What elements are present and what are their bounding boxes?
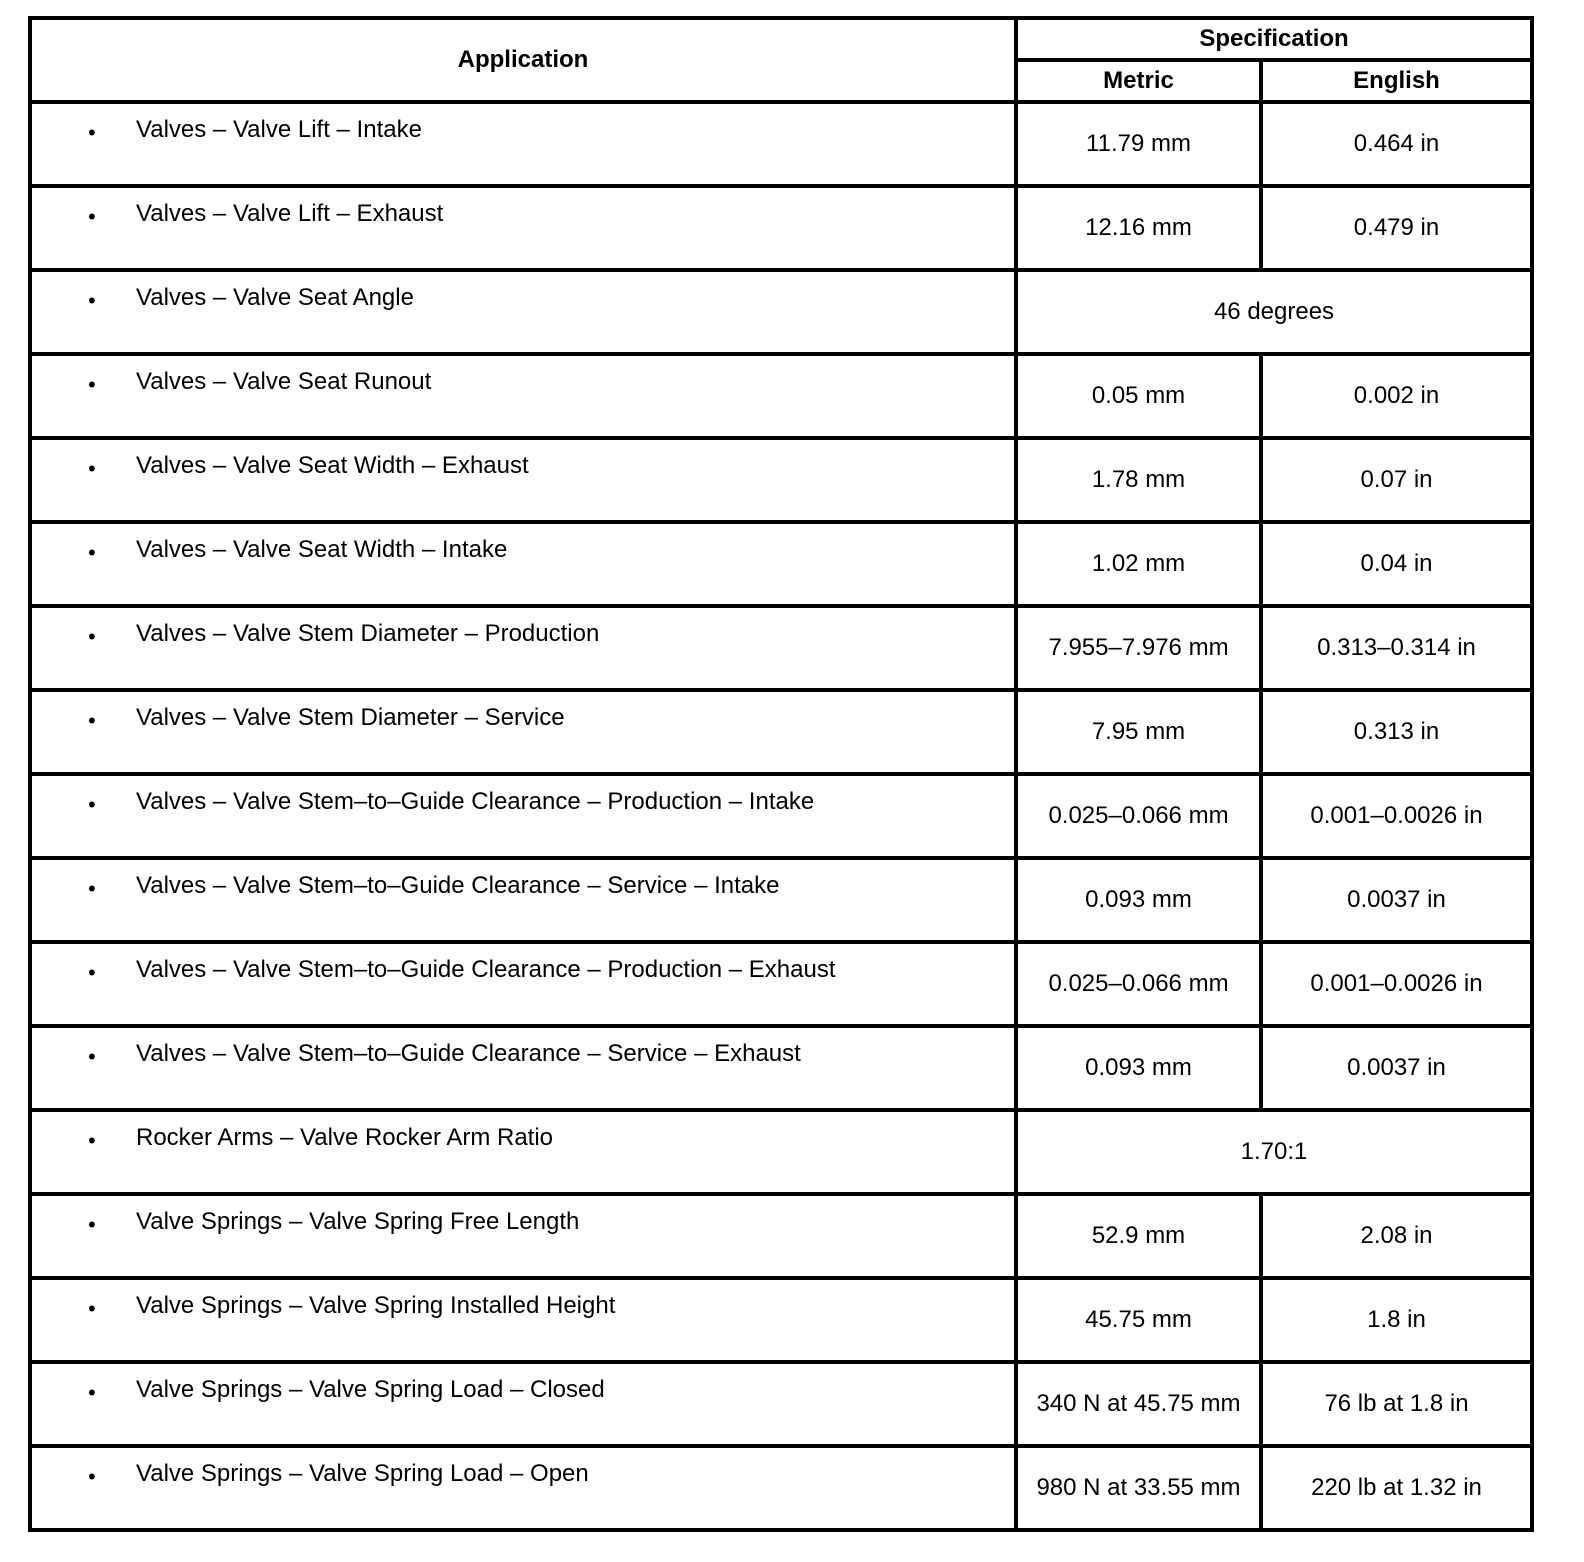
application-label: Valves – Valve Stem–to–Guide Clearance – Production – Exhaust (136, 956, 836, 983)
bullet-icon: • (88, 204, 96, 229)
bullet-icon: • (88, 1044, 96, 1069)
application-label: Valves – Valve Lift – Intake (136, 116, 422, 143)
application-cell (30, 1026, 1016, 1110)
application-cell (30, 1278, 1016, 1362)
english-value-cell: 0.313 in (1261, 690, 1532, 774)
metric-value-cell: 7.95 mm (1016, 690, 1261, 774)
bullet-icon: • (88, 540, 96, 565)
application-cell (30, 774, 1016, 858)
table-row (30, 354, 1532, 438)
application-label: Valves – Valve Stem–to–Guide Clearance – Service – Intake (136, 872, 780, 899)
table-row (30, 690, 1532, 774)
application-cell (30, 1110, 1016, 1194)
application-cell (30, 354, 1016, 438)
english-header: English (1261, 60, 1532, 102)
metric-value-cell: 11.79 mm (1016, 102, 1261, 186)
english-value-cell: 0.0037 in (1261, 858, 1532, 942)
metric-value-cell: 0.025–0.066 mm (1016, 942, 1261, 1026)
english-value-cell: 2.08 in (1261, 1194, 1532, 1278)
combined-value-cell: 46 degrees (1016, 270, 1532, 354)
metric-value-cell: 0.093 mm (1016, 1026, 1261, 1110)
bullet-icon: • (88, 876, 96, 901)
english-value-cell: 0.464 in (1261, 102, 1532, 186)
table-row (30, 1446, 1532, 1530)
application-label: Valves – Valve Stem–to–Guide Clearance – Service – Exhaust (136, 1040, 801, 1067)
application-label: Valves – Valve Seat Width – Intake (136, 536, 508, 563)
bullet-icon: • (88, 960, 96, 985)
application-label: Valves – Valve Stem Diameter – Production (136, 620, 600, 647)
table-row (30, 1194, 1532, 1278)
specification-table (28, 16, 1534, 1532)
metric-value-cell: 1.78 mm (1016, 438, 1261, 522)
table-row (30, 270, 1532, 354)
table-row (30, 522, 1532, 606)
metric-value-cell: 52.9 mm (1016, 1194, 1261, 1278)
english-value-cell: 220 lb at 1.32 in (1261, 1446, 1532, 1530)
table-row (30, 942, 1532, 1026)
application-header: Application (30, 18, 1016, 102)
metric-value-cell: 0.05 mm (1016, 354, 1261, 438)
table-row (30, 774, 1532, 858)
english-value-cell: 0.479 in (1261, 186, 1532, 270)
english-value-cell: 76 lb at 1.8 in (1261, 1362, 1532, 1446)
bullet-icon: • (88, 1212, 96, 1237)
application-cell (30, 942, 1016, 1026)
metric-header: Metric (1016, 60, 1261, 102)
bullet-icon: • (88, 372, 96, 397)
application-label: Rocker Arms – Valve Rocker Arm Ratio (136, 1124, 554, 1151)
english-value-cell: 0.07 in (1261, 438, 1532, 522)
application-label: Valves – Valve Seat Width – Exhaust (136, 452, 529, 479)
english-value-cell: 0.001–0.0026 in (1261, 774, 1532, 858)
application-label: Valve Springs – Valve Spring Load – Open (136, 1460, 589, 1487)
metric-value-cell: 12.16 mm (1016, 186, 1261, 270)
english-value-cell: 0.04 in (1261, 522, 1532, 606)
table-row (30, 606, 1532, 690)
application-label: Valve Springs – Valve Spring Load – Closed (136, 1376, 605, 1403)
application-label: Valves – Valve Stem–to–Guide Clearance – Production – Intake (136, 788, 815, 815)
bullet-icon: • (88, 792, 96, 817)
application-label: Valves – Valve Stem Diameter – Service (136, 704, 565, 731)
english-value-cell: 0.001–0.0026 in (1261, 942, 1532, 1026)
table-row (30, 1026, 1532, 1110)
application-cell (30, 1362, 1016, 1446)
table-row (30, 1110, 1532, 1194)
application-cell (30, 438, 1016, 522)
bullet-icon: • (88, 288, 96, 313)
bullet-icon: • (88, 1128, 96, 1153)
table-body (30, 102, 1532, 1530)
application-label: Valves – Valve Seat Angle (136, 284, 414, 311)
application-cell (30, 606, 1016, 690)
bullet-icon: • (88, 1464, 96, 1489)
bullet-icon: • (88, 456, 96, 481)
table-row (30, 438, 1532, 522)
bullet-icon: • (88, 1380, 96, 1405)
combined-value-cell: 1.70:1 (1016, 1110, 1532, 1194)
metric-value-cell: 980 N at 33.55 mm (1016, 1446, 1261, 1530)
table-row (30, 186, 1532, 270)
application-label: Valves – Valve Seat Runout (136, 368, 432, 395)
table-row (30, 102, 1532, 186)
metric-value-cell: 45.75 mm (1016, 1278, 1261, 1362)
metric-value-cell: 7.955–7.976 mm (1016, 606, 1261, 690)
bullet-icon: • (88, 1296, 96, 1321)
application-cell (30, 858, 1016, 942)
application-cell (30, 522, 1016, 606)
metric-value-cell: 340 N at 45.75 mm (1016, 1362, 1261, 1446)
metric-value-cell: 0.093 mm (1016, 858, 1261, 942)
application-cell (30, 1446, 1016, 1530)
application-label: Valve Springs – Valve Spring Free Length (136, 1208, 580, 1235)
metric-value-cell: 1.02 mm (1016, 522, 1261, 606)
application-cell (30, 270, 1016, 354)
application-cell (30, 102, 1016, 186)
english-value-cell: 0.0037 in (1261, 1026, 1532, 1110)
table-row (30, 858, 1532, 942)
table-row (30, 1278, 1532, 1362)
application-cell (30, 1194, 1016, 1278)
application-label: Valve Springs – Valve Spring Installed Height (136, 1292, 616, 1319)
application-cell (30, 690, 1016, 774)
bullet-icon: • (88, 624, 96, 649)
english-value-cell: 1.8 in (1261, 1278, 1532, 1362)
specification-header: Specification (1016, 18, 1532, 60)
english-value-cell: 0.313–0.314 in (1261, 606, 1532, 690)
bullet-icon: • (88, 708, 96, 733)
application-cell (30, 186, 1016, 270)
bullet-icon: • (88, 120, 96, 145)
english-value-cell: 0.002 in (1261, 354, 1532, 438)
application-label: Valves – Valve Lift – Exhaust (136, 200, 444, 227)
table-row (30, 1362, 1532, 1446)
metric-value-cell: 0.025–0.066 mm (1016, 774, 1261, 858)
